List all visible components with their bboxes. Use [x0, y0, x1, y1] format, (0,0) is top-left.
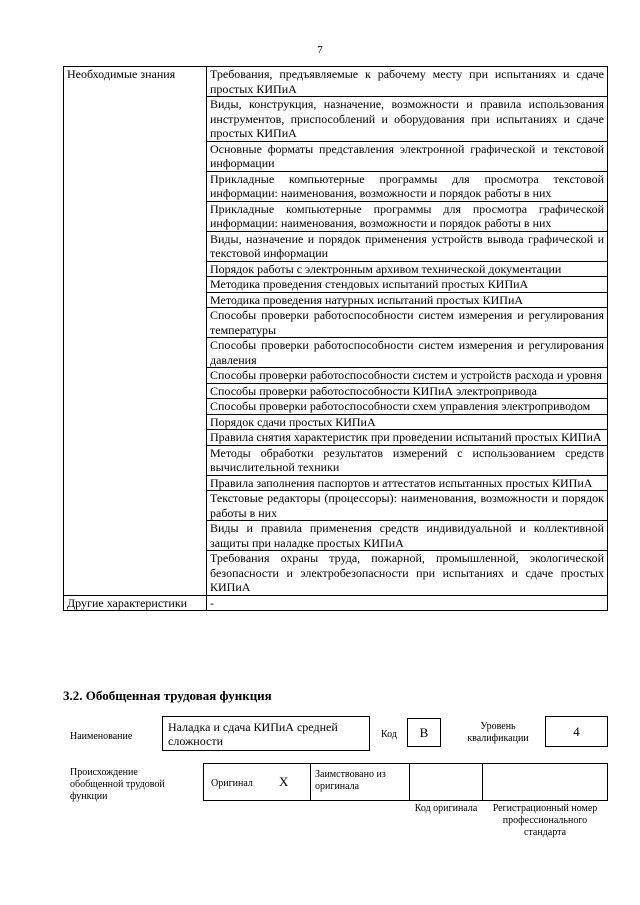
- section-title: 3.2. Обобщенная трудовая функция: [63, 688, 272, 703]
- borrowed-label: Заимствовано из оригинала: [315, 769, 386, 792]
- knowledge-table: [63, 66, 608, 611]
- origin-table: [203, 763, 608, 801]
- knowledge-table-body: [64, 67, 608, 611]
- knowledge-item: Требования охраны труда, пожарной, промышленной, экологической безопасности и электробезопасности при испытаниях и сдаче простых КИПиА: [207, 551, 608, 596]
- reg-number-label: Регистрационный номер профессионального стандарта: [492, 803, 598, 838]
- knowledge-item: Методика проведения натурных испытаний простых КИПиА: [207, 292, 608, 308]
- knowledge-item: Виды, конструкция, назначение, возможности и правила использования инструментов, приспособлений и оборудования при испытаниях и сдаче простых КИПиА: [207, 97, 608, 142]
- knowledge-row: [64, 67, 608, 97]
- knowledge-item: Способы проверки работоспособности схем управления электроприводом: [207, 399, 608, 415]
- knowledge-item: Прикладные компьютерные программы для просмотра графической информации: наименования, возможности и порядок работы в них: [207, 201, 608, 231]
- knowledge-label: Необходимые знания: [64, 67, 207, 596]
- knowledge-item: Прикладные компьютерные программы для просмотра текстовой информации: наименования, возможности и порядок работы в них: [207, 171, 608, 201]
- name-value: Наладка и сдача КИПиА средней сложности: [168, 720, 338, 748]
- code-label: Код: [381, 729, 397, 740]
- level-label: Уровень квалификации: [467, 721, 529, 744]
- knowledge-item: Правила снятия характеристик при проведении испытаний простых КИПиА: [207, 430, 608, 446]
- original-mark: X: [279, 774, 289, 789]
- code-value: B: [419, 725, 429, 740]
- knowledge-item: Виды и правила применения средств индивидуальной и коллективной защиты при наладке простых КИПиА: [207, 521, 608, 551]
- code-box: [407, 718, 441, 747]
- knowledge-item: Основные форматы представления электронной графической и текстовой информации: [207, 141, 608, 171]
- knowledge-item: Порядок работы с электронным архивом технической документации: [207, 261, 608, 277]
- page-number: 7: [317, 44, 323, 56]
- other-row: [64, 595, 608, 611]
- knowledge-item: Правила заполнения паспортов и аттестатов испытанных простых КИПиА: [207, 475, 608, 491]
- code-original-label: Код оригинала: [414, 803, 478, 814]
- knowledge-item: Текстовые редакторы (процессоры): наименования, возможности и порядок работы в них: [207, 491, 608, 521]
- knowledge-item: Способы проверки работоспособности систем и устройств расхода и уровня: [207, 368, 608, 384]
- knowledge-item: Требования, предъявляемые к рабочему месту при испытаниях и сдаче простых КИПиА: [207, 67, 608, 97]
- name-box: [162, 716, 370, 751]
- other-label: Другие характеристики: [64, 595, 207, 611]
- knowledge-item: Порядок сдачи простых КИПиА: [207, 414, 608, 430]
- original-label: Оригинал: [211, 778, 253, 789]
- knowledge-item: Виды, назначение и порядок применения устройств вывода графической и текстовой информации: [207, 231, 608, 261]
- name-label: Наименование: [70, 731, 133, 742]
- knowledge-item: Способы проверки работоспособности систем измерения и регулирования температуры: [207, 308, 608, 338]
- knowledge-item: Методы обработки результатов измерений с использованием средств вычислительной техники: [207, 445, 608, 475]
- other-value: -: [207, 595, 608, 611]
- knowledge-item: Способы проверки работоспособности КИПиА электропривода: [207, 383, 608, 399]
- level-value: 4: [573, 724, 580, 739]
- origin-label: Происхождение обобщенной трудовой функции: [70, 767, 165, 802]
- knowledge-item: Методика проведения стендовых испытаний простых КИПиА: [207, 277, 608, 293]
- level-box: [545, 716, 608, 747]
- knowledge-item: Способы проверки работоспособности систем измерения и регулирования давления: [207, 338, 608, 368]
